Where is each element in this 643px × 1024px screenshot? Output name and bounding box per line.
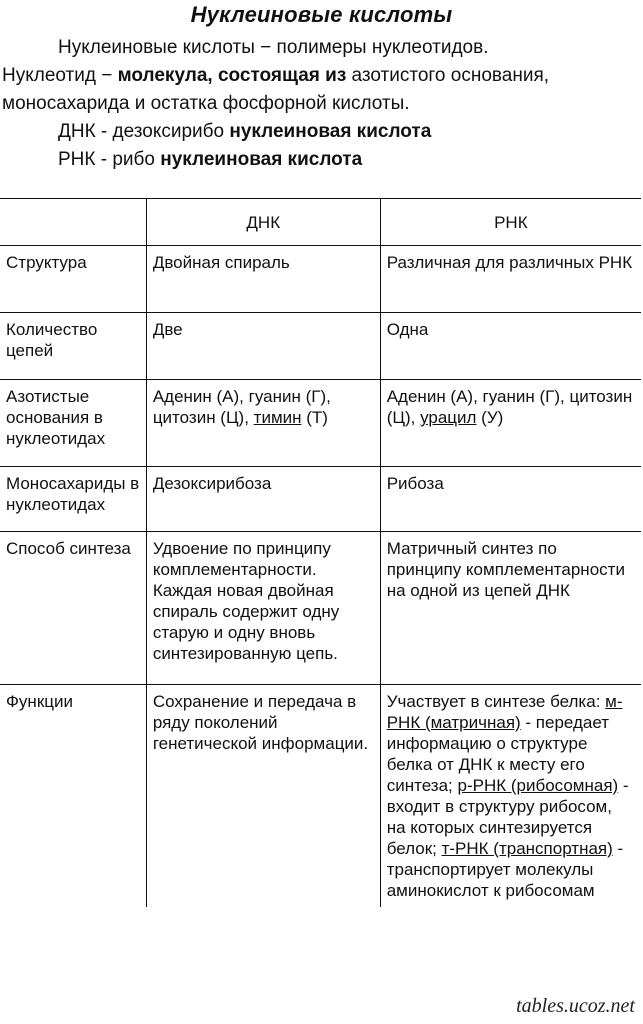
intro-line-2a: Нуклеотид − [2,65,118,86]
dna-bases-b: (Т) [301,408,328,427]
table-row [0,313,641,380]
intro-line-1: Нуклеиновые кислоты − полимеры нуклеотидов. [58,37,489,58]
header-rna: РНК [380,199,641,246]
cell-dna-functions: Сохранение и передача в ряду поколений генетической информации. [146,685,380,908]
rna-suffix: нуклеиновая кислота [160,149,363,170]
cell-dna-bases [146,380,380,467]
table-row [0,685,641,908]
cell-rna-structure: Различная для различных РНК [380,246,641,313]
row-label-chains: Количество цепей [0,313,146,380]
rna-func-1: Участвует в синтезе белка: [386,692,606,711]
row-label-functions: Функции [0,685,146,908]
table-header-row [0,199,641,246]
dna-prefix: ДНК - дезоксирибо [58,121,230,142]
rna-prefix: РНК - рибо [58,149,161,170]
dna-bases-a: Аденин (А), гуанин (Г), цитозин (Ц), [152,387,331,427]
cell-rna-sugars: Рибоза [380,467,641,532]
table-row [0,246,641,313]
rna-func-mrna: м-РНК (матричная) [386,692,623,732]
intro-line-2b: молекула, состоящая из [117,65,347,86]
dna-suffix: нуклеиновая кислота [229,121,432,142]
intro-line-2c: азотистого основания, [346,65,550,86]
cell-dna-structure: Двойная спираль [146,246,380,313]
intro-line-3: моносахарида и остатка фосфорной кислоты. [2,93,410,114]
intro-rna-line [58,146,362,174]
header-empty [0,199,146,246]
cell-dna-chains: Две [146,313,380,380]
rna-bases-uracil: урацил [420,408,477,427]
rna-func-3: - входит в структуру рибосом, на которых синтезируется белок; [386,776,629,858]
rna-bases-a: Аденин (А), гуанин (Г), цитозин (Ц), [386,387,633,427]
rna-bases-b: (У) [476,408,504,427]
cell-rna-functions [380,685,641,908]
cell-dna-synthesis: Удвоение по принципу комплементарности. Каждая новая двойная спираль содержит одну старую и одну вновь синтезированную цепь. [146,532,380,685]
cell-rna-chains: Одна [380,313,641,380]
rna-func-4: - транспортирует молекулы аминокислот к рибосомам [386,839,624,900]
cell-rna-bases [380,380,641,467]
row-label-synthesis: Способ синтеза [0,532,146,685]
page-title: Нуклеиновые кислоты [190,2,453,27]
row-label-structure: Структура [0,246,146,313]
dna-bases-thymine: тимин [253,408,302,427]
cell-dna-sugars: Дезоксирибоза [146,467,380,532]
watermark: tables.ucoz.net [516,995,635,1017]
header-dna: ДНК [146,199,380,246]
table-row [0,467,641,532]
comparison-table [0,198,641,907]
table-row [0,380,641,467]
table-row [0,532,641,685]
row-label-sugars: Моносахариды в нуклеотидах [0,467,146,532]
intro-line-2 [2,62,549,90]
rna-func-rrna: р-РНК (рибосомная) [457,776,619,795]
rna-func-trna: т-РНК (транспортная) [441,839,613,858]
row-label-bases: Азотистые основания в нуклеотидах [0,380,146,467]
intro-dna-line [58,118,431,146]
rna-func-2: - передает информацию о структуре белка от ДНК к месту его синтеза; [386,713,610,795]
cell-rna-synthesis: Матричный синтез по принципу комплементарности на одной из цепей ДНК [380,532,641,685]
